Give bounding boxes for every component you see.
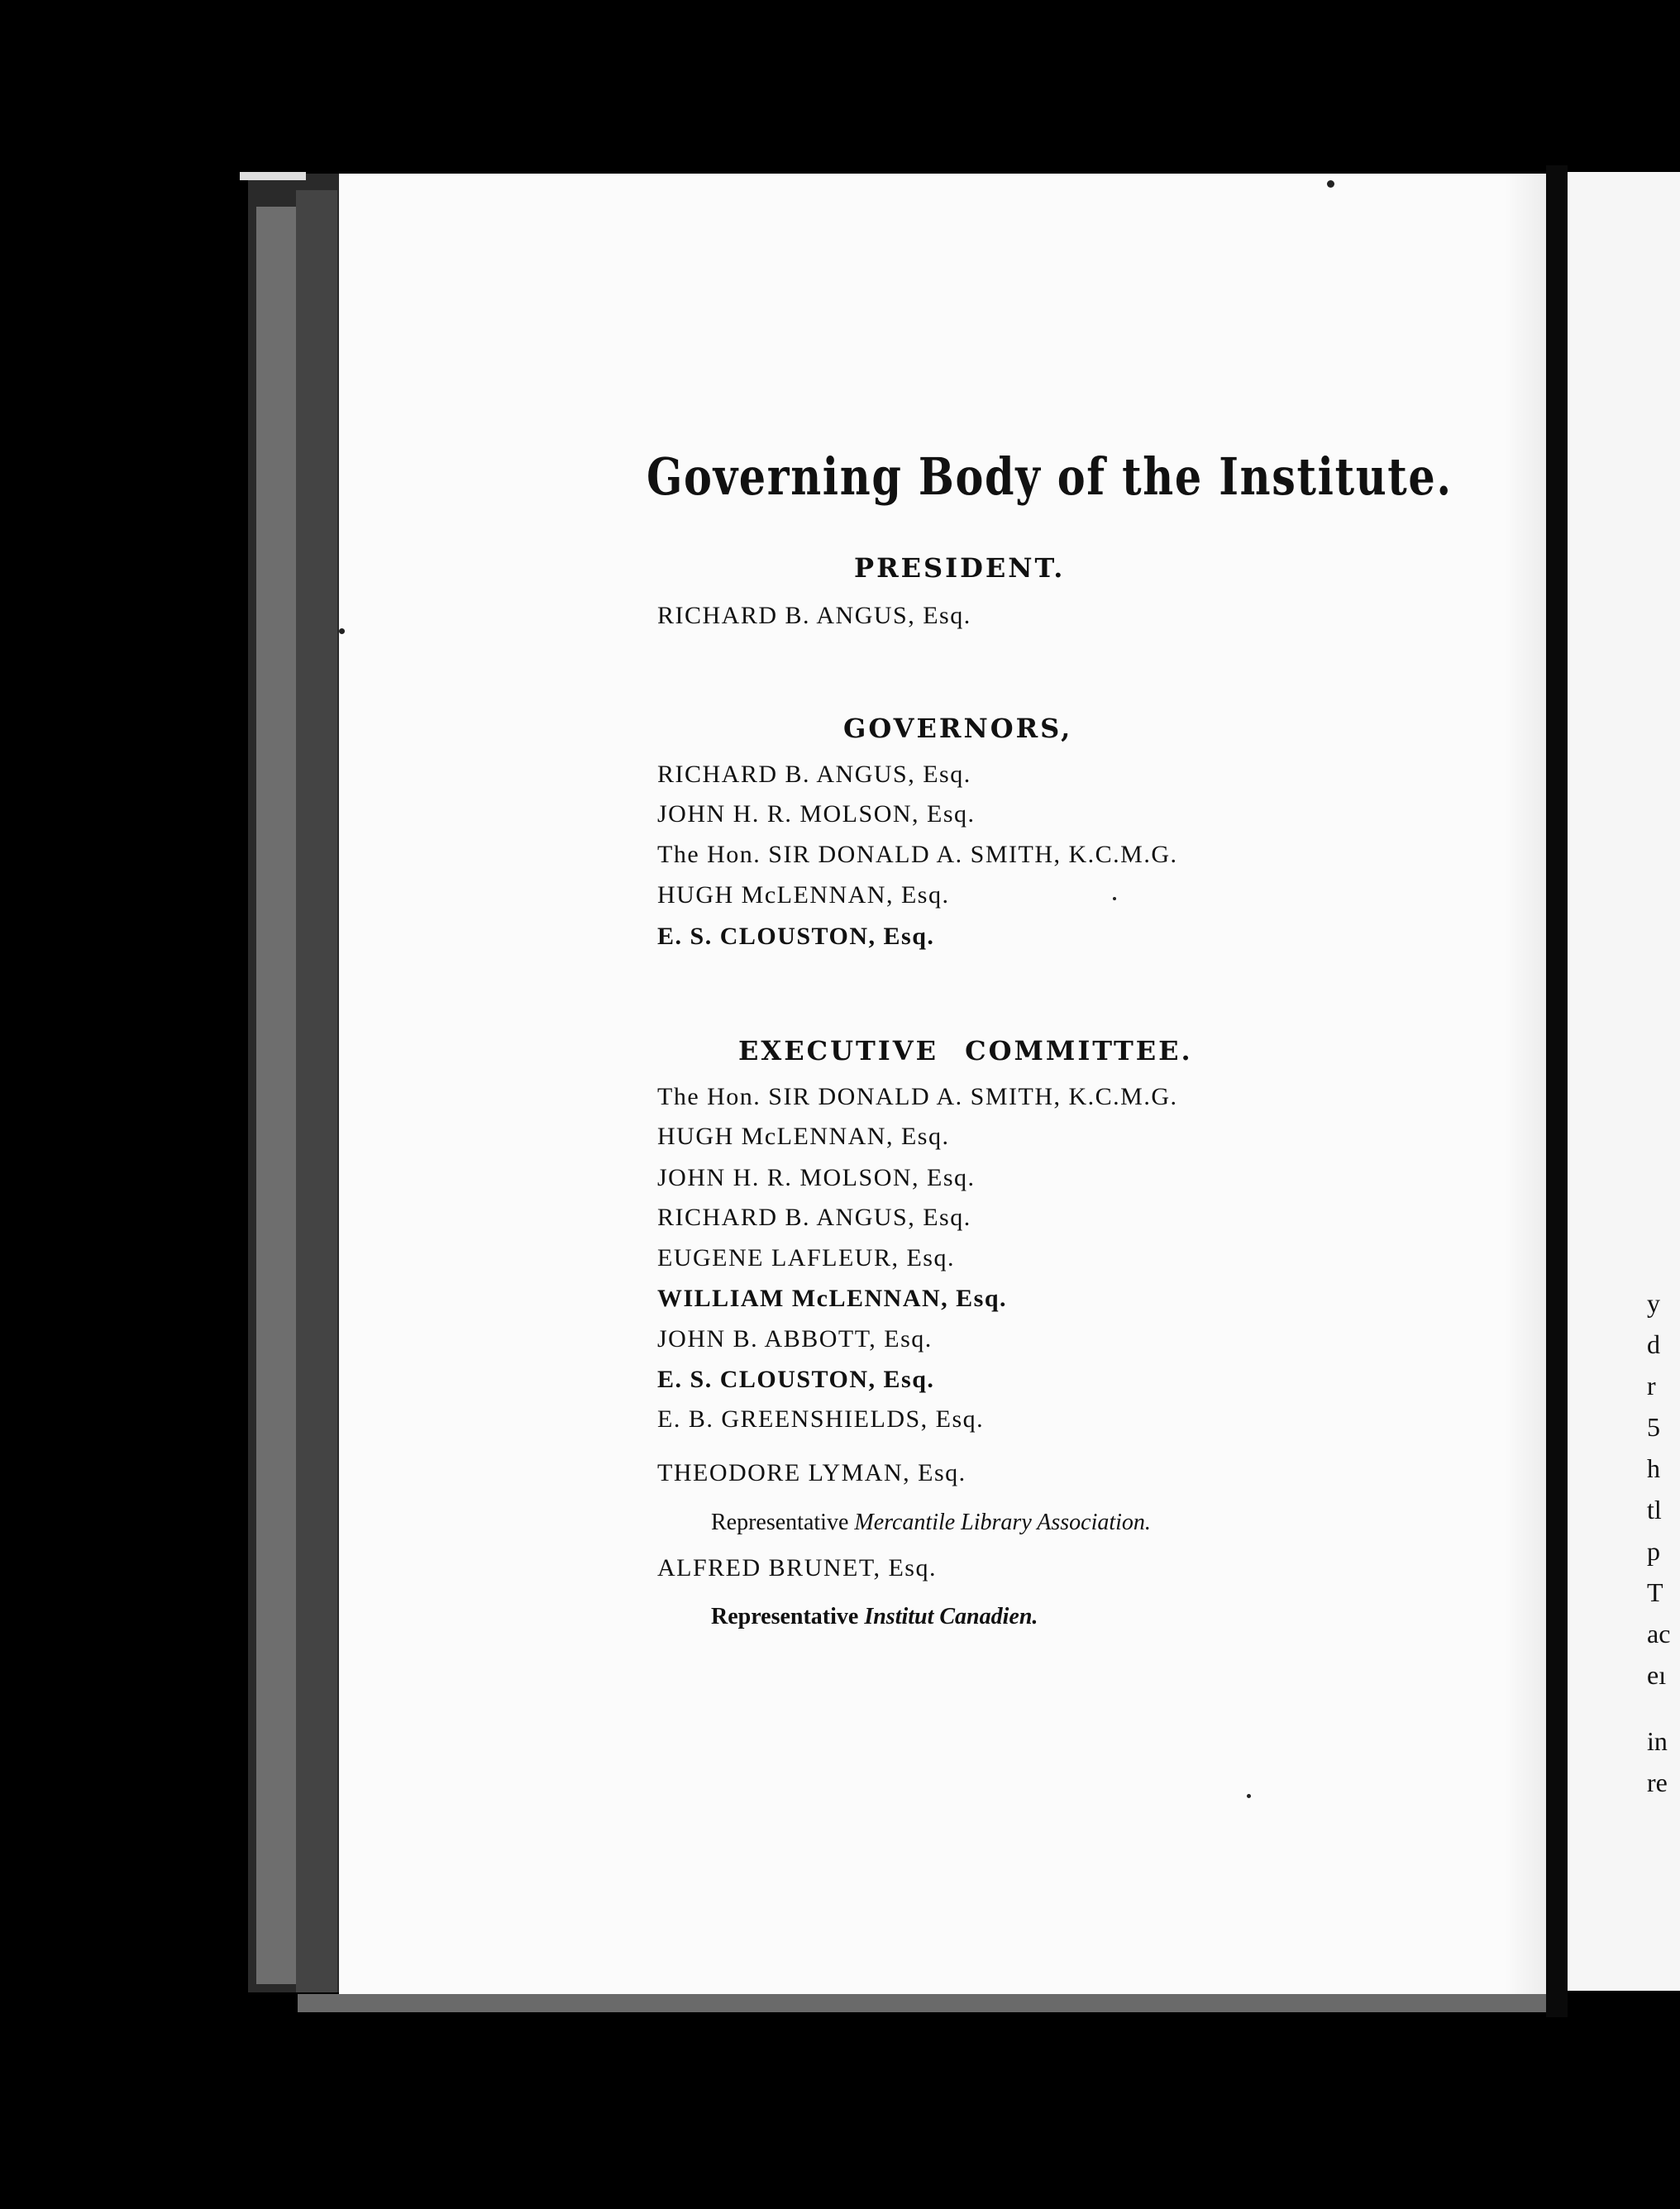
facing-page: [1568, 172, 1680, 1991]
governors-heading: GOVERNORS,: [843, 713, 1073, 744]
committee-member: The Hon. SIR DONALD A. SMITH, K.C.M.G.: [657, 1083, 1178, 1110]
representative-label: Representative: [711, 1510, 855, 1535]
executive-committee-heading: EXECUTIVE COMMITTEE.: [738, 1035, 1193, 1066]
book-gutter: [1546, 165, 1568, 2017]
committee-member: ALFRED BRUNET, Esq.: [657, 1554, 937, 1582]
facing-page-text: T: [1647, 1577, 1663, 1607]
governor-name: The Hon. SIR DONALD A. SMITH, K.C.M.G.: [657, 841, 1178, 868]
organization-name: Mercantile Library Association.: [854, 1510, 1151, 1535]
ink-speck: [1113, 897, 1116, 900]
committee-member: E. B. GREENSHIELDS, Esq.: [657, 1405, 985, 1433]
ink-speck: [1327, 180, 1334, 188]
president-heading: PRESIDENT.: [854, 552, 1066, 584]
organization-name: Institut Canadien.: [864, 1604, 1038, 1629]
committee-member: EUGENE LAFLEUR, Esq.: [657, 1244, 955, 1271]
facing-page-text: in: [1647, 1726, 1668, 1756]
book-edge: [256, 207, 296, 1984]
page-shadow: [1505, 174, 1546, 1997]
facing-page-text: re: [1647, 1768, 1668, 1797]
facing-page-text: d: [1647, 1329, 1660, 1359]
president-name: RICHARD B. ANGUS, Esq.: [657, 602, 971, 629]
committee-member: RICHARD B. ANGUS, Esq.: [657, 1204, 971, 1231]
page-stack: [296, 190, 337, 1992]
governor-name: JOHN H. R. MOLSON, Esq.: [657, 800, 976, 828]
facing-page-text: 5: [1647, 1412, 1660, 1442]
page-top-edge: [240, 172, 306, 180]
representative-note: [711, 1510, 1151, 1536]
committee-member: THEODORE LYMAN, Esq.: [657, 1459, 966, 1486]
ink-speck: [339, 628, 345, 634]
committee-member: WILLIAM McLENNAN, Esq.: [657, 1285, 1008, 1312]
facing-page-text: p: [1647, 1536, 1660, 1566]
representative-label: Representative: [711, 1604, 865, 1629]
governor-name: RICHARD B. ANGUS, Esq.: [657, 761, 971, 788]
facing-page-text: ac: [1647, 1619, 1671, 1648]
facing-page-text: tl: [1647, 1495, 1662, 1524]
page-bottom-edge: [298, 1994, 1554, 2012]
committee-member: JOHN H. R. MOLSON, Esq.: [657, 1164, 976, 1191]
committee-member: HUGH McLENNAN, Esq.: [657, 1123, 950, 1150]
facing-page-text: eı: [1647, 1660, 1667, 1690]
facing-page-text: y: [1647, 1288, 1660, 1318]
committee-member: JOHN B. ABBOTT, Esq.: [657, 1325, 933, 1353]
committee-member: E. S. CLOUSTON, Esq.: [657, 1366, 935, 1393]
governor-name: E. S. CLOUSTON, Esq.: [657, 923, 935, 950]
page-title: Governing Body of the Institute.: [647, 446, 1453, 507]
ink-speck: [1247, 1794, 1251, 1798]
facing-page-text: h: [1647, 1453, 1660, 1483]
representative-note: [711, 1604, 1038, 1630]
facing-page-text: r: [1647, 1371, 1656, 1400]
governor-name: HUGH McLENNAN, Esq.: [657, 881, 950, 909]
